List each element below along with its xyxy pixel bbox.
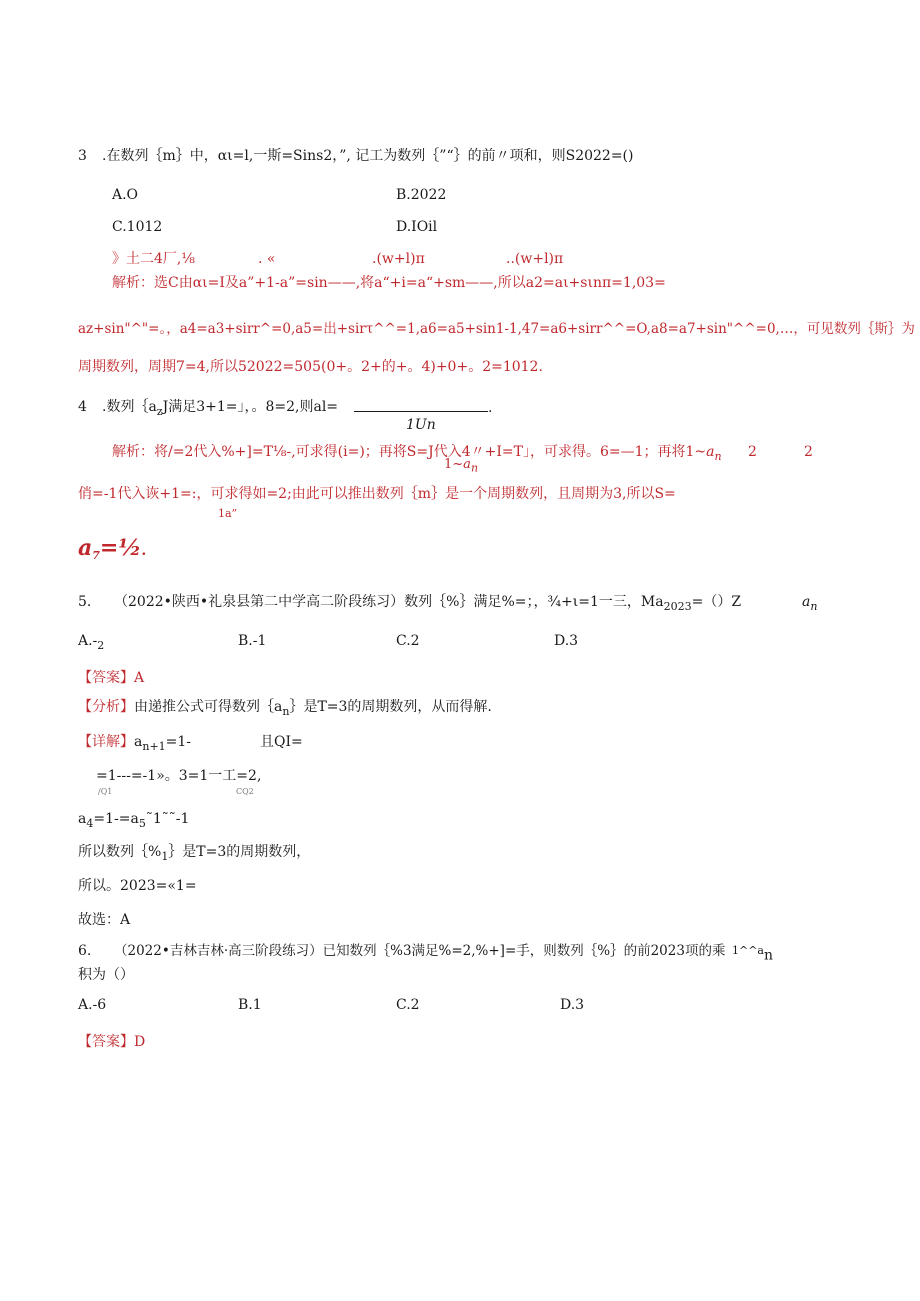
q5-option-d: D.3 [554, 633, 579, 649]
q3-solution-line-3: 周期数列，周期7=4,所以52022=505(0+。2+的+。4)+0+。2=1012. [78, 359, 543, 375]
q5-detail-line-4: 所以数列$\{\%_1\}$是T=3的周期数列， [78, 844, 311, 863]
q5-option-c: C.2 [396, 633, 420, 649]
q5-detail-line-2-small-b: CQ2 [236, 787, 254, 796]
q5-option-b: B.-1 [238, 633, 267, 649]
q3-solution-top-c: .(w+l)π [372, 251, 425, 267]
q5-analysis: 【分析】由递推公式可得数列$\{a_n\}$是T=3的周期数列，从而得解. [78, 699, 492, 718]
q6-option-c: C.2 [396, 997, 420, 1013]
q4-solution-two-b: 2 [804, 444, 813, 460]
q3-solution-top-b: . « [258, 251, 276, 267]
q6-option-b: B.1 [238, 997, 262, 1013]
q6-answer: 【答案】D [78, 1034, 146, 1050]
q3-stem: .在数列｛m｝中，αι=l,一斯=Sins2，”, 记工为数列｛”“｝的前〃项和，则S2022=() [102, 148, 634, 164]
q4-fraction-bottom: 1Un [406, 417, 436, 433]
q5-choice: 故选：A [78, 912, 131, 928]
q5-answer: 【答案】A [78, 670, 145, 686]
q5-detail-line-2: =1---=-1»。3=1一工=2, [96, 768, 262, 784]
q4-solution-line-1: 解析：将/=2代入%+]=T⅛-,可求得(i=)；再将S=J代入4〃+I=T」，可求得。6=—1；再将$1\sim a_n$ [112, 444, 722, 463]
q5-detail-line-5: 所以。2023=«1= [78, 878, 197, 894]
q3-solution-top-a: 》土二4厂,⅛ [112, 251, 195, 267]
q4-solution-mid: $1\sim a_n$ [444, 457, 479, 475]
q5-option-a: $A.-_2$ [78, 633, 105, 652]
q3-solution-line-2: az+sin"^"=。，a4=a3+sirr^=0,a5=出+sirτ^^=1,a6=a5+sin1-1,47=a6+sirr^^=O,a8=a7+sin"^^=0,…，可见数列｛斯｝为 [78, 321, 915, 337]
q6-stem-line-2: 积为（） [78, 967, 134, 983]
q5-detail-line-1-tail: 且QI= [260, 734, 303, 750]
q5-detail-line-3: $a_4=1-=a_5˜1˜˜-1$ [78, 811, 190, 830]
q3-option-d: D.IOil [396, 219, 438, 235]
q6-stem-tail: $^{1\^{}\^{}a}$n [732, 944, 774, 964]
q3-solution-line-1: 解析：选C由αι=I及a”+1-a”=sin——,将a“+i=a“+sm——,所以a2=aι+sιnπ=1,03= [112, 275, 666, 291]
q6-number: 6. [78, 943, 92, 959]
q4-final-answer: $a_7=\frac{1}{2}$. [78, 535, 147, 562]
q4-solution-line-2: 俏=-1代入诙+1=:，可求得如=2;由此可以推出数列｛m｝是一个周期数列，且周期为3,所以S= [78, 486, 676, 502]
q5-number: 5. [78, 594, 92, 610]
answer-underline [354, 398, 488, 412]
q5-detail-line-2-small-a: /Q1 [98, 787, 113, 796]
q4-stem: .数列$\{a_zJ$满足3+1=」，。8=2,则al= [102, 399, 339, 418]
q3-solution-top-d: ..(w+l)π [506, 251, 564, 267]
q3-option-a: A.O [112, 187, 139, 203]
q6-stem: （2022•吉林吉林·高三阶段练习）已知数列｛%3满足%=2,%+]=手，则数列｛%｝的前2023项的乘 [114, 943, 726, 959]
q4-solution-two-a: 2 [748, 444, 757, 460]
q3-number: 3 [78, 148, 87, 164]
q5-detail-line-1: 【详解】$a_{n+1}=1-$ [78, 734, 192, 753]
q3-option-b: B.2022 [396, 187, 447, 203]
q6-option-a: A.-6 [78, 997, 107, 1013]
q4-solution-line-2-under: 1a” [218, 507, 238, 520]
q6-option-d: D.3 [560, 997, 585, 1013]
q5-stem-right: $a_n$ [802, 594, 818, 613]
q4-number: 4 [78, 399, 87, 415]
q3-option-c: C.1012 [112, 219, 163, 235]
q4-answer-blank: . [354, 398, 492, 417]
q5-stem: （2022•陕西•礼泉县第二中学高二阶段练习）数列｛%｝满足%=；，¾+ι=1一三，$Ma_{2023}=()Z$ [114, 594, 742, 613]
